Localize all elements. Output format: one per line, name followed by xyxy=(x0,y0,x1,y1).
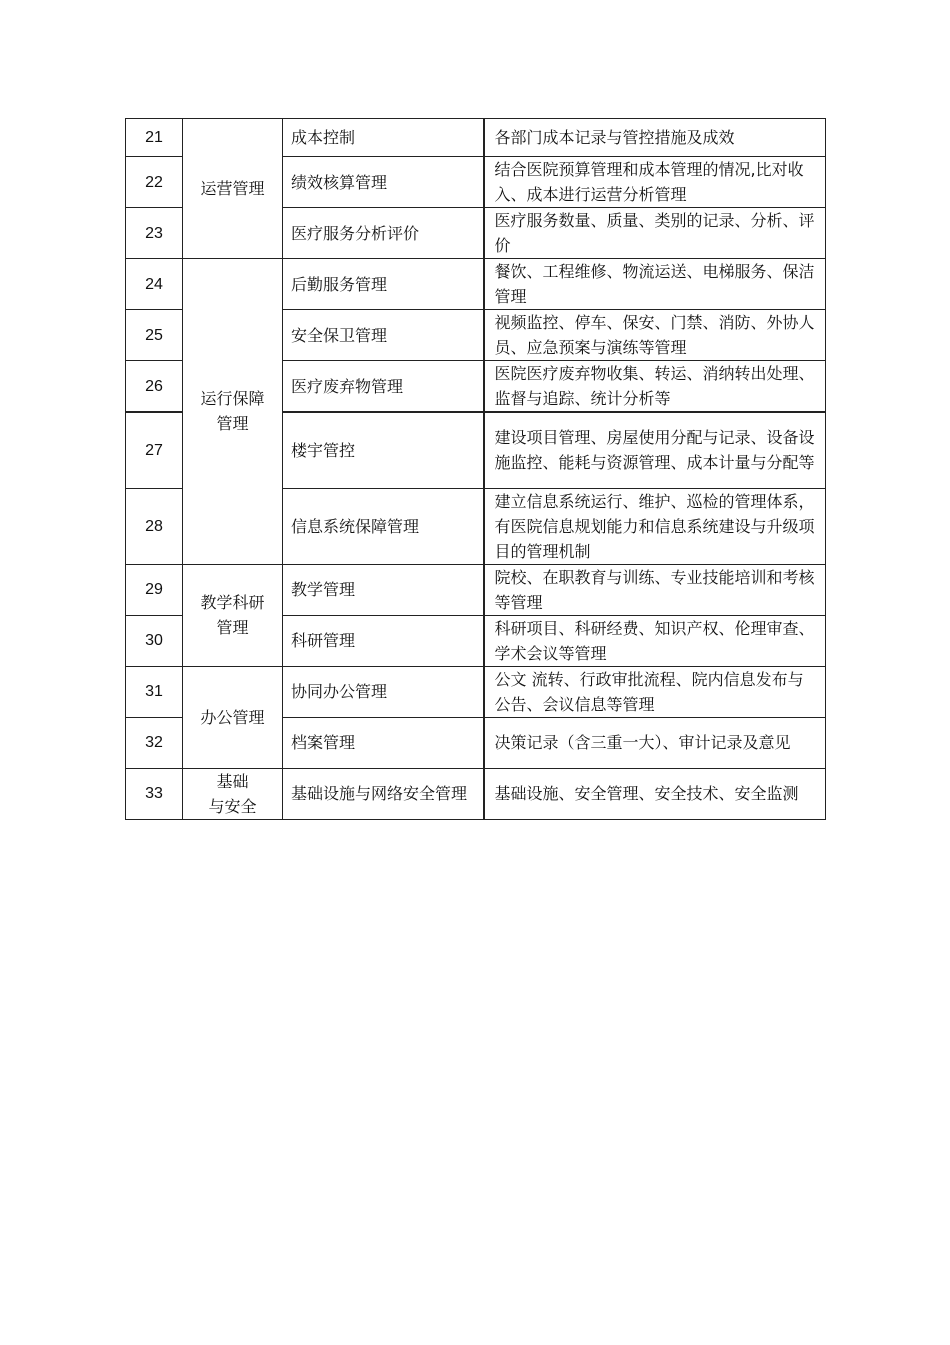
row-number: 29 xyxy=(126,564,183,615)
item-description: 决策记录（含三重一大）、审计记录及意见 xyxy=(484,717,826,768)
table-row xyxy=(126,666,826,717)
table-row xyxy=(126,768,826,819)
management-table xyxy=(125,118,826,820)
row-number: 28 xyxy=(126,488,183,564)
row-number: 30 xyxy=(126,615,183,666)
category-label: 与安全 xyxy=(208,796,257,816)
category-label: 管理 xyxy=(216,414,249,434)
item-description: 建设项目管理、房屋使用分配与记录、设备设施监控、能耗与资源管理、成本计量与分配等 xyxy=(484,412,826,488)
item-name: 科研管理 xyxy=(283,615,484,666)
item-name: 档案管理 xyxy=(283,717,484,768)
category-cell xyxy=(183,259,283,565)
table-row xyxy=(126,259,826,310)
item-name: 楼宇管控 xyxy=(283,412,484,488)
row-number: 21 xyxy=(126,119,183,157)
item-name: 医疗废弃物管理 xyxy=(283,361,484,413)
category-cell xyxy=(183,768,283,819)
item-description: 院校、在职教育与训练、专业技能培训和考核等管理 xyxy=(484,564,826,615)
row-number: 33 xyxy=(126,768,183,819)
item-name: 绩效核算管理 xyxy=(283,157,484,208)
item-description: 医院医疗废弃物收集、转运、消纳转出处理、监督与追踪、统计分析等 xyxy=(484,361,826,413)
item-description: 科研项目、科研经费、知识产权、伦理审查、学术会议等管理 xyxy=(484,615,826,666)
item-name: 医疗服务分析评价 xyxy=(283,208,484,259)
row-number: 26 xyxy=(126,361,183,413)
management-table-container xyxy=(125,118,826,820)
category-label: 运行保障 xyxy=(200,389,265,409)
item-description: 结合医院预算管理和成本管理的情况,比对收入、成本进行运营分析管理 xyxy=(484,157,826,208)
item-description: 公文 流转、行政审批流程、院内信息发布与公告、会议信息等管理 xyxy=(484,666,826,717)
row-number: 23 xyxy=(126,208,183,259)
item-description: 医疗服务数量、质量、类别的记录、分析、评价 xyxy=(484,208,826,259)
category-label: 办公管理 xyxy=(200,707,265,727)
category-cell xyxy=(183,666,283,768)
table-row xyxy=(126,119,826,157)
category-label: 基础 xyxy=(216,771,249,791)
item-name: 信息系统保障管理 xyxy=(283,488,484,564)
item-name: 安全保卫管理 xyxy=(283,310,484,361)
item-name: 协同办公管理 xyxy=(283,666,484,717)
item-description: 基础设施、安全管理、安全技术、安全监测 xyxy=(484,768,826,819)
row-number: 22 xyxy=(126,157,183,208)
category-label: 教学科研 xyxy=(200,593,265,612)
item-name: 基础设施与网络安全管理 xyxy=(283,768,484,819)
category-label: 运营管理 xyxy=(200,179,265,198)
table-row xyxy=(126,564,826,615)
item-description: 餐饮、工程维修、物流运送、电梯服务、保洁管理 xyxy=(484,259,826,310)
row-number: 25 xyxy=(126,310,183,361)
row-number: 32 xyxy=(126,717,183,768)
category-label: 管理 xyxy=(216,618,249,637)
item-name: 后勤服务管理 xyxy=(283,259,484,310)
item-name: 教学管理 xyxy=(283,564,484,615)
item-description: 各部门成本记录与管控措施及成效 xyxy=(484,119,826,157)
item-description: 建立信息系统运行、维护、巡检的管理体系，有医院信息规划能力和信息系统建设与升级项目的管理机制 xyxy=(484,488,826,564)
row-number: 31 xyxy=(126,666,183,717)
category-cell xyxy=(183,119,283,259)
item-name: 成本控制 xyxy=(283,119,484,157)
row-number: 24 xyxy=(126,259,183,310)
row-number: 27 xyxy=(126,412,183,488)
category-cell xyxy=(183,564,283,666)
item-description: 视频监控、停车、保安、门禁、消防、外协人员、应急预案与演练等管理 xyxy=(484,310,826,361)
